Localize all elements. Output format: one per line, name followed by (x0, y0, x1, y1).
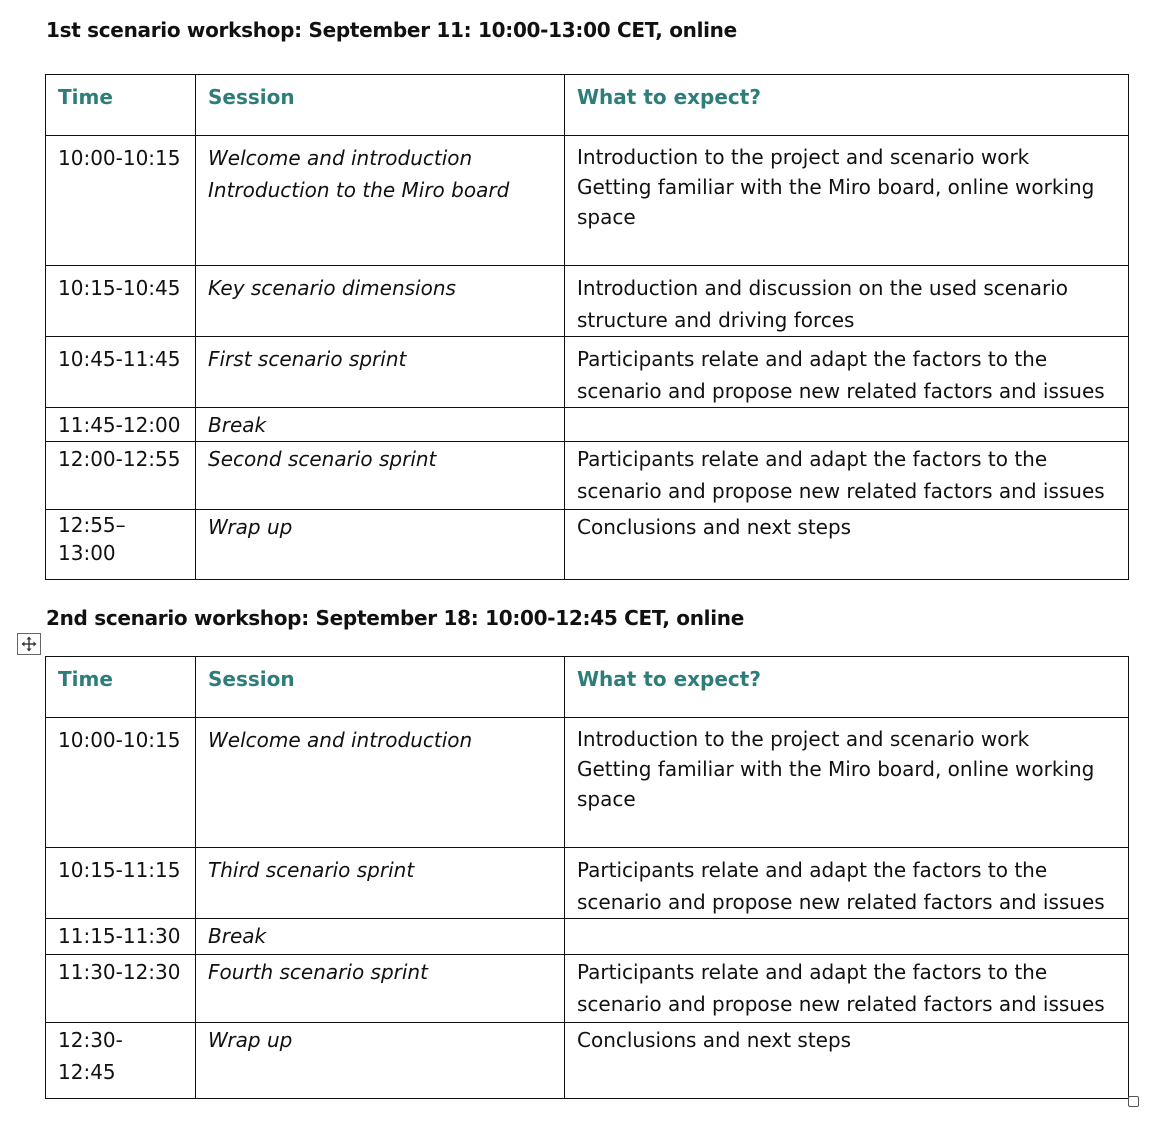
table-move-icon[interactable] (17, 633, 41, 655)
expect-line: Getting familiar with the Miro board, online working space (577, 175, 1095, 229)
expect-cell: Introduction and discussion on the used scenario structure and driving forces (565, 266, 1129, 337)
expect-cell: Participants relate and adapt the factors to the scenario and propose new related factors and issues (565, 955, 1129, 1023)
time-cell: 10:00-10:15 (46, 718, 196, 848)
table-row (46, 442, 1129, 510)
session-cell: First scenario sprint (196, 337, 565, 408)
time-cell: 10:15-11:15 (46, 848, 196, 919)
workshop2-agenda-table (45, 656, 1129, 1099)
session-line: Introduction to the Miro board (208, 178, 510, 202)
table-row (46, 266, 1129, 337)
expect-cell (565, 408, 1129, 442)
table-header-row (46, 657, 1129, 718)
expect-cell: Participants relate and adapt the factors to the scenario and propose new related factors and issues (565, 848, 1129, 919)
time-cell: 12:30- 12:45 (46, 1023, 196, 1099)
table-row (46, 1023, 1129, 1099)
time-cell: 11:15-11:30 (46, 919, 196, 955)
time-cell: 12:00-12:55 (46, 442, 196, 510)
session-cell: Break (196, 919, 565, 955)
workshop2-title: 2nd scenario workshop: September 18: 10:00-12:45 CET, online (46, 606, 744, 630)
expect-cell (565, 136, 1129, 266)
time-cell: 12:55–13:00 (46, 510, 196, 580)
table-row (46, 955, 1129, 1023)
table-row (46, 408, 1129, 442)
header-expect: What to expect? (565, 657, 1129, 718)
session-cell: Fourth scenario sprint (196, 955, 565, 1023)
table-row (46, 136, 1129, 266)
expect-cell: Conclusions and next steps (565, 510, 1129, 580)
session-line: Welcome and introduction (208, 146, 473, 170)
table-row (46, 718, 1129, 848)
expect-line: Introduction to the project and scenario work (577, 727, 1030, 751)
header-session: Session (196, 75, 565, 136)
session-cell: Key scenario dimensions (196, 266, 565, 337)
session-cell: Break (196, 408, 565, 442)
session-cell: Welcome and introduction (196, 718, 565, 848)
session-cell: Wrap up (196, 510, 565, 580)
header-session: Session (196, 657, 565, 718)
session-cell: Wrap up (196, 1023, 565, 1099)
table-row (46, 510, 1129, 580)
table-row (46, 919, 1129, 955)
session-cell (196, 136, 565, 266)
time-cell: 10:15-10:45 (46, 266, 196, 337)
expect-cell (565, 919, 1129, 955)
expect-line: Getting familiar with the Miro board, online working space (577, 757, 1095, 811)
expect-cell: Participants relate and adapt the factors to the scenario and propose new related factors and issues (565, 442, 1129, 510)
workshop1-title: 1st scenario workshop: September 11: 10:00-13:00 CET, online (46, 18, 737, 42)
time-cell: 11:30-12:30 (46, 955, 196, 1023)
header-expect: What to expect? (565, 75, 1129, 136)
expect-cell (565, 718, 1129, 848)
time-cell: 11:45-12:00 (46, 408, 196, 442)
expect-cell: Participants relate and adapt the factors to the scenario and propose new related factors and issues (565, 337, 1129, 408)
time-cell: 10:45-11:45 (46, 337, 196, 408)
header-time: Time (46, 75, 196, 136)
table-resize-icon[interactable] (1128, 1096, 1139, 1107)
table-header-row (46, 75, 1129, 136)
session-cell: Second scenario sprint (196, 442, 565, 510)
session-cell: Third scenario sprint (196, 848, 565, 919)
header-time: Time (46, 657, 196, 718)
workshop1-agenda-table (45, 74, 1129, 580)
table-row (46, 337, 1129, 408)
time-cell: 10:00-10:15 (46, 136, 196, 266)
table-row (46, 848, 1129, 919)
expect-cell: Conclusions and next steps (565, 1023, 1129, 1099)
expect-line: Introduction to the project and scenario work (577, 145, 1030, 169)
